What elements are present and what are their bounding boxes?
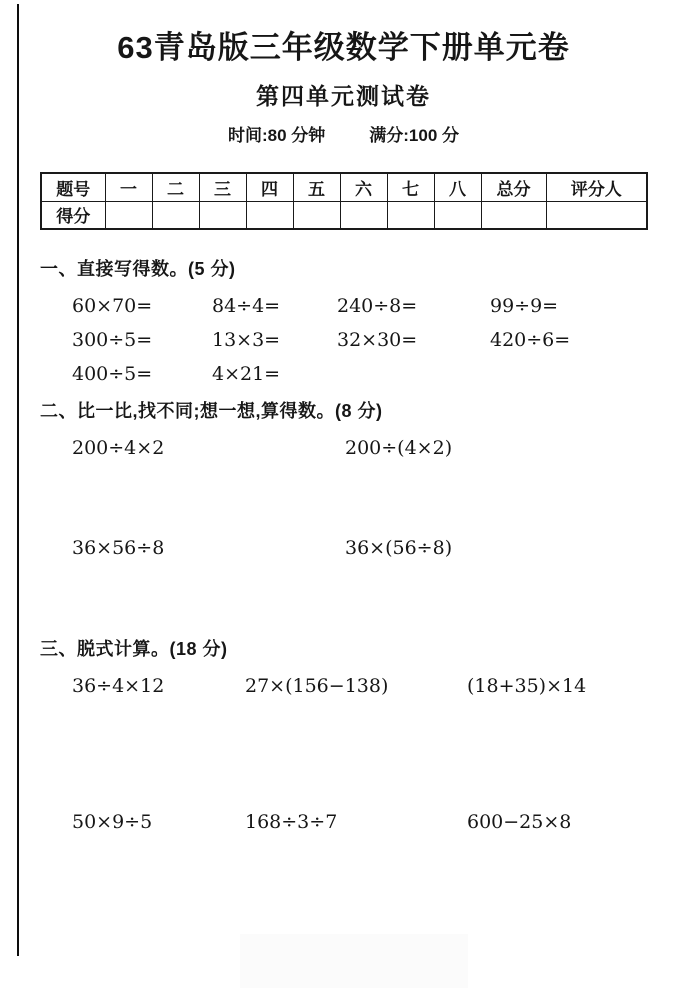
problem-row	[40, 362, 657, 396]
problem-row	[40, 436, 657, 536]
math-problem: 300÷5=	[72, 329, 153, 351]
math-problem: 600−25×8	[467, 811, 572, 833]
score-blank-cell	[293, 201, 340, 229]
page-subtitle: 第四单元测试卷	[256, 83, 431, 109]
problem-row	[40, 536, 657, 634]
faint-watermark-area	[240, 934, 468, 988]
score-table-header-cell: 总分	[481, 173, 546, 201]
score-blank-cell	[481, 201, 546, 229]
math-problem: 36×56÷8	[72, 537, 165, 559]
math-problem: 4×21=	[212, 363, 281, 385]
page-title: 63青岛版三年级数学下册单元卷	[117, 30, 570, 65]
math-problem: 200÷4×2	[72, 437, 165, 459]
math-problem: 200÷(4×2)	[345, 437, 453, 459]
score-table-score-row	[41, 201, 647, 229]
score-table-header-row	[41, 173, 647, 201]
math-problem: 60×70=	[72, 295, 153, 317]
score-table	[40, 172, 648, 230]
problem-row	[40, 674, 657, 810]
score-table-header-cell: 三	[199, 173, 246, 201]
math-problem: 32×30=	[337, 329, 418, 351]
section-step-calculation	[40, 636, 657, 850]
math-problem: 50×9÷5	[72, 811, 153, 833]
score-table-header-cell: 二	[152, 173, 199, 201]
problem-row	[40, 294, 657, 328]
score-table-header-cell: 一	[105, 173, 152, 201]
math-problem: 240÷8=	[337, 295, 418, 317]
problem-row	[40, 810, 657, 850]
math-problem: 99÷9=	[490, 295, 559, 317]
score-blank-cell	[199, 201, 246, 229]
score-table-header-cell: 五	[293, 173, 340, 201]
score-blank-cell	[546, 201, 647, 229]
problem-row	[40, 328, 657, 362]
math-problem: 13×3=	[212, 329, 281, 351]
section-heading: 三、脱式计算。(18 分)	[40, 639, 228, 659]
math-problem: 400÷5=	[72, 363, 153, 385]
score-blank-cell	[387, 201, 434, 229]
score-blank-cell	[340, 201, 387, 229]
section-heading: 一、直接写得数。(5 分)	[40, 259, 236, 279]
section-heading: 二、比一比,找不同;想一想,算得数。(8 分)	[40, 401, 383, 421]
math-problem: 168÷3÷7	[245, 811, 338, 833]
score-table-header-cell: 六	[340, 173, 387, 201]
math-problem: 36×(56÷8)	[345, 537, 453, 559]
score-row-label: 得分	[41, 201, 105, 229]
score-blank-cell	[246, 201, 293, 229]
section-compare-calculation	[40, 398, 657, 634]
score-table-header-cell: 评分人	[546, 173, 647, 201]
score-table-header-cell: 四	[246, 173, 293, 201]
score-blank-cell	[434, 201, 481, 229]
time-limit-label: 时间:80 分钟	[227, 126, 326, 145]
score-table-header-cell: 七	[387, 173, 434, 201]
exam-meta	[0, 124, 687, 148]
math-problem: 36÷4×12	[72, 675, 165, 697]
score-table-header-cell: 八	[434, 173, 481, 201]
math-problem: 27×(156−138)	[245, 675, 389, 697]
full-score-label: 满分:100 分	[369, 126, 460, 145]
score-blank-cell	[152, 201, 199, 229]
math-problem: (18+35)×14	[467, 675, 587, 697]
section-direct-calculation	[40, 256, 657, 396]
math-problem: 420÷6=	[490, 329, 571, 351]
score-blank-cell	[105, 201, 152, 229]
math-problem: 84÷4=	[212, 295, 281, 317]
score-table-header-cell: 题号	[41, 173, 105, 201]
